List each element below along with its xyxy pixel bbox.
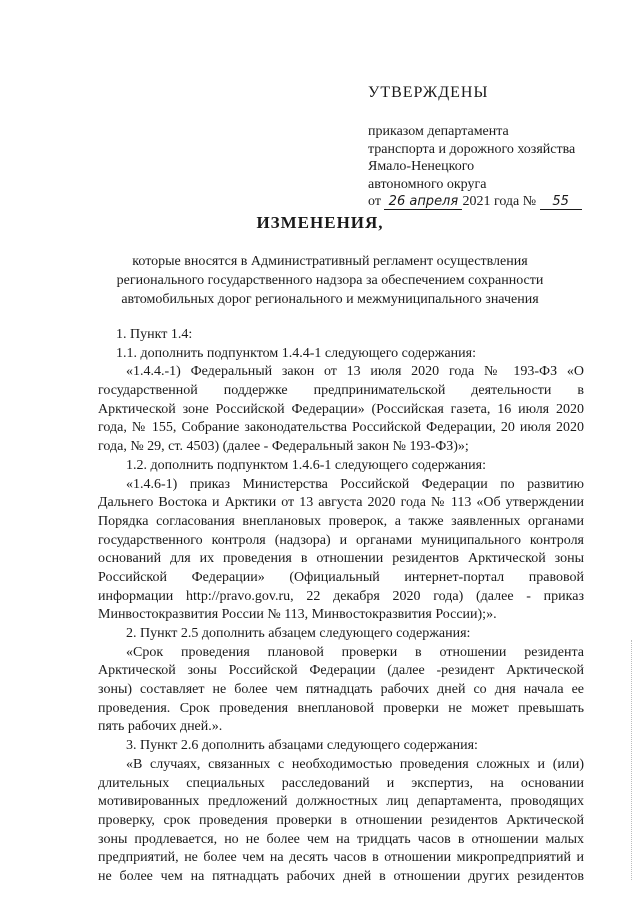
document-subtitle bbox=[60, 252, 600, 309]
scan-edge-marks bbox=[629, 640, 632, 880]
approval-line: Ямало-Ненецкого bbox=[368, 159, 475, 175]
body-line: государственной поддержке предпринимательской деятельности в bbox=[98, 383, 584, 399]
body-line: «1.4.6-1) приказ Министерства Российской Федерации по развитию bbox=[126, 476, 584, 492]
subtitle-line: которые вносятся в Административный регламент осуществления bbox=[132, 254, 528, 269]
approval-line: автономного округа bbox=[368, 176, 487, 192]
body-line: оснований для их проведения в отношении резидентов Арктической зоны bbox=[98, 551, 584, 567]
body-line: зоны продлевается, но не более чем на тридцать часов в отношении малых bbox=[98, 831, 584, 847]
document-body bbox=[98, 326, 584, 887]
body-line: 1.1. дополнить подпунктом 1.4.4-1 следующего содержания: bbox=[116, 345, 476, 361]
body-line: «1.4.4.-1) Федеральный закон от 13 июля 2020 года № 193-ФЗ «О bbox=[126, 364, 584, 380]
approval-line: транспорта и дорожного хозяйства bbox=[368, 141, 576, 157]
body-line: Минвостокразвития России № 113, Минвостокразвития России);». bbox=[98, 607, 497, 623]
body-line: государственного контроля (надзора) и органами муниципального контроля bbox=[98, 532, 584, 548]
body-line: пять рабочих дней.». bbox=[98, 719, 223, 735]
body-line: 2. Пункт 2.5 дополнить абзацем следующего содержания: bbox=[126, 626, 471, 641]
year-text: 2021 года № bbox=[462, 194, 537, 210]
body-line: мотивированных предложений должностных лиц департамента, проводящих bbox=[98, 794, 584, 810]
approval-date-line bbox=[368, 193, 608, 211]
body-line: «Срок проведения плановой проверки в отношении резидента bbox=[126, 644, 584, 660]
body-line: 1.2. дополнить подпунктом 1.4.6-1 следующего содержания: bbox=[126, 457, 486, 473]
body-line: проверку, срок проведения проверки в отношении резидентов Арктической bbox=[98, 812, 584, 828]
body-line: Арктической зоне Российской Федерации» (Российская газета, 16 июля 2020 bbox=[98, 401, 584, 417]
body-line: проведения. Срок проведения внеплановой проверки не может превышать bbox=[98, 700, 584, 716]
body-line: года, № 29, ст. 4503) (далее - Федеральный закон № 193-ФЗ)»; bbox=[98, 439, 469, 455]
subtitle-line: автомобильных дорог регионального и межмуниципального значения bbox=[121, 292, 539, 307]
approval-line: приказом департамента bbox=[368, 124, 509, 139]
subtitle-line: регионального государственного надзора за обеспечением сохранности bbox=[116, 273, 544, 288]
body-line: длительных специальных расследований и экспертиз, на основании bbox=[98, 775, 584, 791]
body-line: года, № 155, Собрание законодательства Российской Федерации, 20 июля 2020 bbox=[98, 420, 584, 436]
changes-title: ИЗМЕНЕНИЯ, bbox=[256, 213, 384, 232]
body-line: Арктической зоны Российской Федерации (далее -резидент Арктической bbox=[98, 663, 584, 679]
body-line: Дальнего Востока и Арктики от 13 августа 2020 года № 113 «Об утверждении bbox=[98, 495, 584, 511]
body-line: зоны) составляет не более чем пятнадцать рабочих дней со дня начала ее bbox=[98, 682, 584, 698]
body-line: Порядка согласования внеплановых проверок, а также заявленных органами bbox=[98, 513, 584, 529]
date-prefix: от bbox=[368, 194, 381, 210]
body-line: 1. Пункт 1.4: bbox=[116, 327, 193, 342]
approval-title: УТВЕРЖДЕНЫ bbox=[368, 84, 489, 101]
body-line: предприятий, не более чем на десять часов в отношении микропредприятий и bbox=[98, 850, 584, 866]
body-line: Российской Федерации» (Официальный интернет-портал правовой bbox=[98, 569, 584, 585]
approval-block bbox=[368, 123, 608, 211]
body-line: не более чем на пятнадцать рабочих дней в отношении других резидентов bbox=[98, 868, 584, 884]
handwritten-number: 55 bbox=[540, 195, 582, 210]
body-line: 3. Пункт 2.6 дополнить абзацами следующего содержания: bbox=[126, 738, 478, 754]
body-line: «В случаях, связанных с необходимостью проведения сложных и (или) bbox=[126, 756, 584, 772]
handwritten-date: 26 апреля bbox=[384, 195, 462, 210]
body-line: информации http://pravo.gov.ru, 22 декабря 2020 года) (далее - приказ bbox=[98, 588, 584, 604]
